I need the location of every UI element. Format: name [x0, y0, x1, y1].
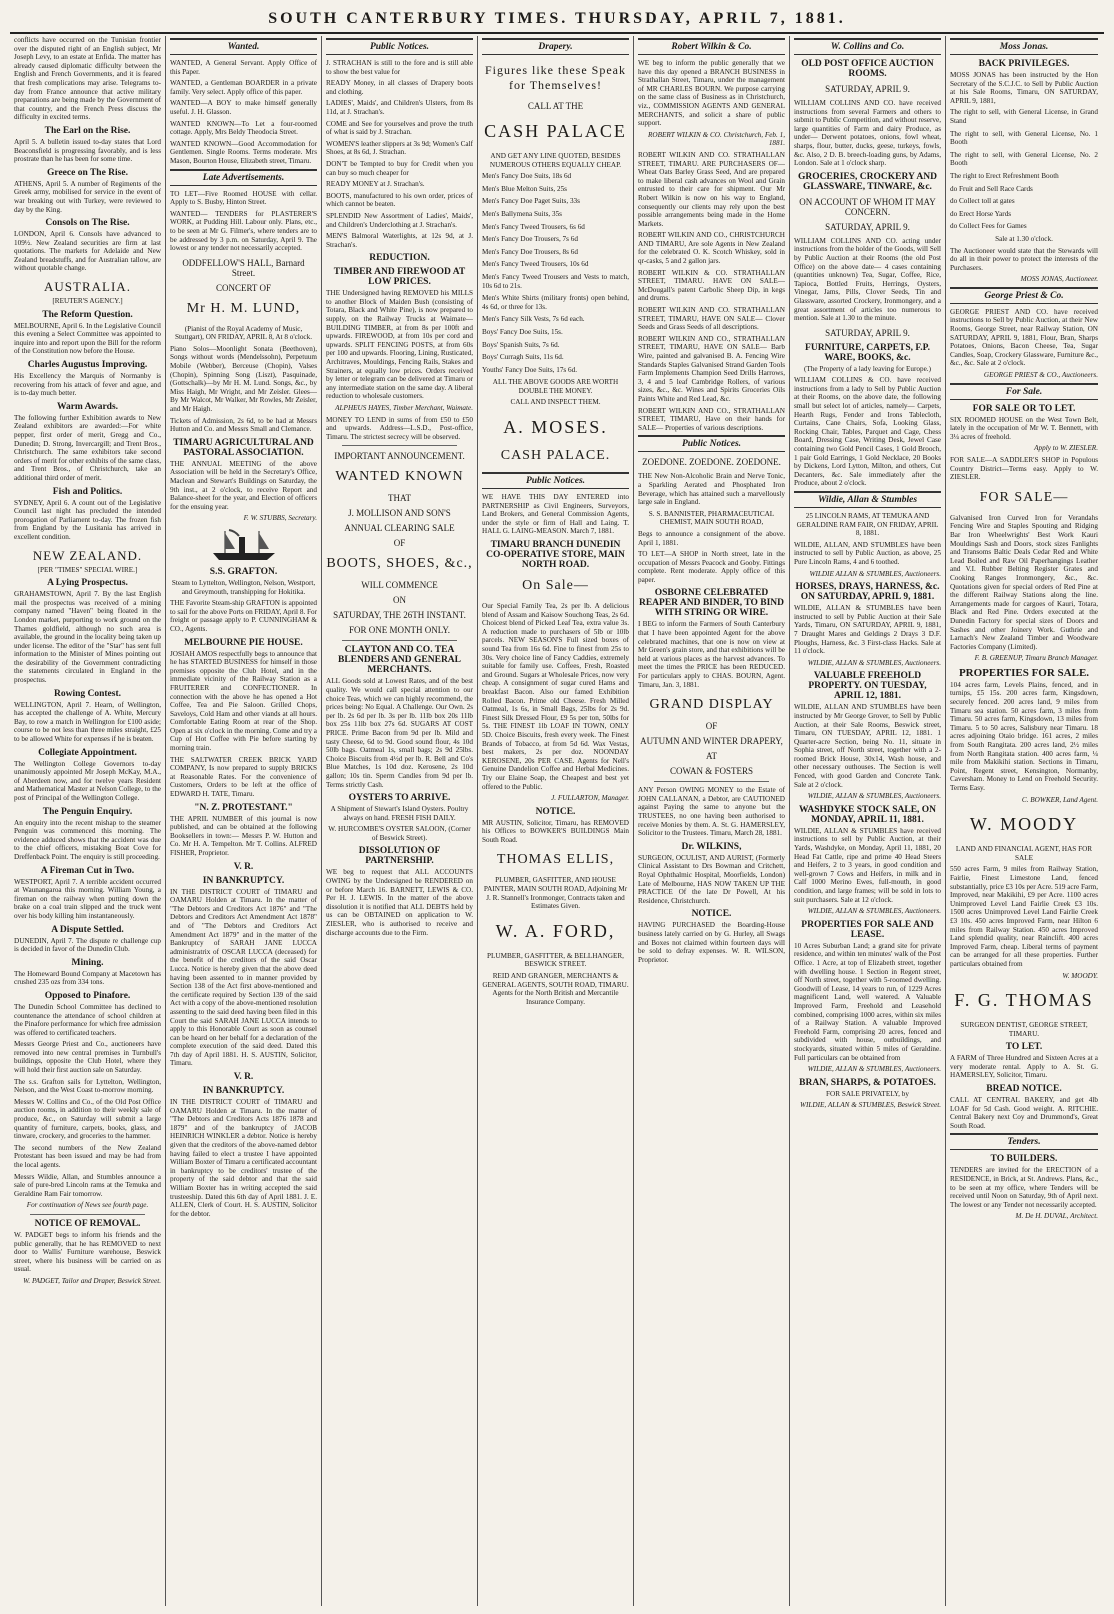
call-at: CALL AT THE [527, 101, 584, 111]
bankruptcy-heading-2: IN BANKRUPTCY. [202, 1086, 285, 1097]
wildie-freehold: WILDIE, ALLAN AND STUMBLES have been instructed by Mr George Grover, to Sell by Public Auction, at their Sale Rooms, Beswick street, Timaru, ON TUESDAY, APRIL 12, 1881. 1 Quarter-acre Section, being No. 11, situate in Sophia street, off North street, together with a 2-roomed Brick House, 30x14, Wash house, and other necessary outhouses. The Section is well Fenced, with good Garden and Concrete Tank. Sale at 2 o'clock. [794, 703, 941, 789]
column-6 [790, 36, 946, 1606]
list-item: do Fruit and Sell Race Cards [950, 184, 1033, 193]
bread-heading: BREAD NOTICE. [986, 1084, 1062, 1095]
ford-body: PLUMBER, GASFITTER, & BELLHANGER, BESWICK STREET. [487, 951, 624, 969]
grafton-heading: S.S. GRAFTON. [209, 566, 278, 577]
lady-property: (The Property of a lady leaving for Europe.) [804, 364, 931, 373]
for-sale-or-let: FOR SALE OR TO LET. [972, 403, 1076, 414]
agri-body: THE ANNUAL MEETING of the above Association will be held in the Secretary's Office, Maclean and Stewart's Buildings on Saturday, the 9th inst., at 2 o'clock, to receive Report and Balance-sheet for the year, and Election of officers for the ensuing year. [170, 459, 317, 511]
moss-signature: MOSS JONAS, Auctioneer. [1020, 275, 1098, 284]
list-item: Men's Ballymena Suits, 35s [482, 209, 562, 218]
agri-heading: TIMARU AGRICULTURAL AND PASTORAL ASSOCIATION. [173, 437, 314, 458]
local-2: The s.s. Grafton sails for Lyttelton, Wellington, Nelson, and the West Coast to-morrow morning. [14, 1077, 161, 1095]
priest-signature: GEORGE PRIEST & CO., Auctioneers. [983, 371, 1098, 380]
properties-body: 104 acres farm, Levels Plains, fenced, and in turnips, £5 15s. 200 acres farm, Kingsdown, securely fenced. 200 acres land, 9 miles from Timaru sea station. 50 acres farm, 3 miles from Timaru. 50 acres farm, Kingsdown, 13 miles from Timaru. 5 to 50 acres, Salisbury near Timaru. 18 acres adjoining Otaio bridge. 161 acres, 2 miles from South Rangitata. 200 acres land, 2½ miles from North Rangitata station. 400 acres farm, ¼ mile from Makikihi station. Sections in Timaru, Point, Regent street, Kensington, Normanby, Caversham. Money to Lend on Freehold Security. Terms Easy. [950, 680, 1098, 792]
list-item: do Collect Fees for Games [950, 222, 1027, 231]
saddler-shop: FOR SALE—A SADDLER'S SHOP in Populous Country District—Terms easy. Apply to W. ZIESLER. [950, 456, 1098, 482]
private-sale-signature: WILDIE, ALLAN & STUMBLES, Beswick Street. [800, 1101, 941, 1110]
boots-shoes: BOOTS, SHOES, &c., [326, 556, 473, 572]
concert-details: (Pianist of the Royal Academy of Music, Stuttgart), ON FRIDAY, APRIL 8, At 8 o'clock. [175, 324, 312, 342]
article-reform: MELBOURNE, April 6. In the Legislative Council this evening a Select Committee was appointed to inquire into and report upon the Bill for the reform of the Constitution now before the House. [14, 321, 161, 356]
heading-pinafore: Opposed to Pinafore. [44, 990, 131, 1001]
column-4 [478, 36, 634, 1606]
section-late-ads: Late Advertisements. [170, 169, 317, 186]
bankruptcy-body-2: IN THE DISTRICT COURT of TIMARU and OAMARU Holden at Timaru. In the matter of "The Debtors and Creditors Acts 1876 1878 and 1879" and of the bankruptcy of JACOB HEINRICH WINKLER a debtor. Notice is hereby given that the creditors of the above-named debtor having failed to elect a trustee I have appointed William Boxter of Timaru a certificated accountant in bankruptcy to be creditors' trustee of the property of the said debtor and that the said William Boxter has in writing accepted the said trusteeship. Dated this 6th day of April 1881. J. E. ALLEN, Clerk of Court. H. S. AUSTIN, Solicitor for the debtor. [170, 1098, 318, 1218]
list-item: Men's White Shirts (military fronts) open behind, 4s 6d, or three for 13s. [482, 294, 629, 311]
section-priest: George Priest & Co. [950, 287, 1098, 304]
to-let-house: TO LET—Five Roomed HOUSE with cellar. Apply to S. Busby, Hinton Street. [170, 189, 317, 207]
wildie-horses: WILDIE, ALLAN & STUMBLES have been instructed to sell by Public Auction at their Sale Yards, Timaru, ON SATURDAY, APRIL 9, 1881, 7 Draught Mares and Geldings 2 Drays 3 D.F. Ploughs, Harness, &c. 3 First-class Hacks. Sale at 11 o'clock. [794, 604, 941, 656]
list-item: The right to sell, with General License, No. 2 Booth [950, 150, 1098, 168]
list-item: do Collect toll at gates [950, 197, 1015, 206]
austin-notice: MR AUSTIN, Solicitor, Timaru, has REMOVED his Offices to BOWKER'S BUILDINGS Main South Road. [482, 818, 629, 844]
osborne-heading: OSBORNE CELEBRATED REAPER AND BINDER, TO BIND WITH STRING OR WIRE. [638, 588, 785, 619]
heading-mining: Mining. [71, 957, 104, 968]
strachan-5: WOMEN'S leather slippers at 3s 9d; Women's Calf Shoes, at 8s 6d, J. Strachan. [326, 139, 474, 157]
back-privileges: BACK PRIVILEGES. [978, 59, 1070, 69]
wanted-3: WANTED—A BOY to make himself generally useful. J. H. Glasson. [170, 99, 317, 116]
moody-body: 550 acres Farm, 9 miles from Railway Station, Fairlie, Finest Limestone Land, fenced substantially, price £3 10s per Acre. 519 acre Farm, Improved, near Makikihi, £9 per Acre. 1100 acres Unimproved Level Land Fairlie Creek £3 10s. 1500 acres Unimproved Level Land Fairlie Creek £3 10s. 450 acres Improved Farm, near Hilton 6 miles from Railway Station. 450 acres Improved Land splendid quality, near Rainclift. 400 acres Improved Farm, cheap. Liberal terms of payment can be arranged for all these properties. Further particulars obtained from [950, 865, 1098, 968]
list-item: Men's Fancy Doe Trousers, 7s 6d [482, 235, 578, 244]
local-3: Messrs W. Collins and Co., of the Old Post Office auction rooms, in addition to their weekly sale of produce, &c., on Saturday will submit a large quantity of furniture, carpets, books, glass, and tinware, crockery, and groceries to the hammer. [14, 1097, 161, 1141]
properties-heading: PROPERTIES FOR SALE. [958, 666, 1090, 679]
moody-name: W. MOODY [969, 814, 1079, 835]
pie-house-heading: MELBOURNE PIE HOUSE. [184, 637, 303, 648]
masthead-title: SOUTH CANTERBURY TIMES. THURSDAY, APRIL 7, 1881. [268, 10, 846, 27]
grand-display: GRAND DISPLAY [649, 697, 774, 713]
divider [654, 781, 769, 782]
concert-programme: Piano Solos—Moonlight Sonata (Beethoven), Songs without words (Mendelssohn), Perpetuum Mobile (Webber), Berceuse (Chopin), Valses (Chopin), Spinning Song (Liszt), Pasquinade, (Gottschalk)—by Mr H. M. Lund. Songs, &c., by Miss Haigh, Mr Wright, and Mr Zeisler. Glees—By Mr Walcot, Mr Walker, Mr Rowles, Mr Zeisler, and Mr Haigh. [170, 344, 317, 414]
strachan-10: MEN'S Balmoral Waterlights, at 12s 9d, at J. Strachan's. [326, 232, 473, 249]
heading-new-zealand: NEW ZEALAND. [32, 547, 143, 563]
section-for-sale: For Sale. [950, 383, 1098, 400]
continuation-note: For continuation of News see fourth page. [26, 1201, 149, 1210]
article-mining: The Homeward Bound Company at Macetown has crushed 235 ozs from 334 tons. [14, 969, 161, 987]
wildie-rams-signature: WILDIE ALLAN & STUMBLES, Auctioneers. [809, 569, 941, 578]
wanted-1: WANTED, A General Servant. Apply Office of this Paper. [170, 59, 317, 76]
list-item: Men's Fancy Silk Vests, 7s 6d each. [482, 315, 585, 324]
heading-rowing: Rowing Contest. [53, 688, 122, 699]
sale-date-3: SATURDAY, APRIL 9. [825, 327, 910, 338]
wanted-5: WANTED KNOWN—Good Accommodation for Gentlemen. Single Rooms. Terms moderate. Mrs Mason, Bourton House, Elizabeth street, Timaru. [170, 139, 317, 165]
coop-heading: TIMARU BRANCH DUNEDIN CO-OPERATIVE STORE, MAIN NORTH ROAD. [486, 540, 625, 571]
list-item: Youths' Fancy Doe Suits, 17s 6d. [482, 365, 578, 374]
wilkin-branch: WE beg to inform the public generally that we have this day opened a BRANCH BUSINESS in Strathallan Street, Timaru, under the management of MR CHARLES BOURN. We purpose carrying on the same class of Business as in Christchurch, viz., COMMISSION AGENTS AND GENERAL MERCHANTS, and solicit a share of public support. [638, 59, 785, 128]
bread-body: CALL AT CENTRAL BAKERY, and get 4lb LOAF for 5d Cash. Good weight. A. RITCHIE. Central Bakery next Coy and Drummond's, Great South Road. [950, 1096, 1098, 1130]
column-2 [166, 36, 322, 1606]
ellis-name: THOMAS ELLIS, [496, 852, 615, 868]
on-sale-title: On Sale— [522, 578, 589, 594]
properties-signature: C. BOWKER, Land Agent. [1021, 795, 1098, 804]
callanan-notice: ANY Person OWING MONEY to the Estate of JOHN CALLANAN, a Debtor, are CAUTIONED against Paying the same to anyone but the TRUSTEES, no one having been authorised to receive Monies by them. A. St. G. HAMERSLEY, Solicitor to the Trustees. Timaru, March 28, 1881. [638, 786, 785, 838]
strachan-1: J. STRACHAN is still to the fore and is still able to show the best value for [326, 59, 473, 76]
collins-groceries: WILLIAM COLLINS AND CO. acting under instructions from the holder of the Goods, will Sell by Public Auction at their Rooms (the old Post Office) on the above date— 4 cases containing (quantities unknown) Tea, Sugar, Coffee, Rice, Tapioca, Bottled Fruits, Herrings, Oysters, Vinegar, Jams, Pills, Clover Seeds, Tin and Glassware, assorted Crockery, Ironmongery, and a great assortment of articles too numerous to mention. Sale at 1.30 to the minute. [794, 236, 941, 323]
heading-fish: Fish and Politics. [52, 486, 123, 497]
section-drapery: Drapery. [482, 38, 629, 55]
list-item: The right to sell, with General License, No. 1 Booth [950, 129, 1098, 147]
article-dispute: DUNEDIN, April 7. The dispute re challenge cup is decided in favor of the Dunedin Club. [14, 936, 161, 954]
moody-signature: W. MOODY. [1062, 971, 1098, 980]
section-wilkin: Robert Wilkin & Co. [638, 38, 785, 55]
figures-headline: Figures like these Speak for Themselves! [485, 63, 626, 92]
notice-heading: NOTICE. [535, 806, 576, 817]
wilkin-properties: ROBERT WILKIN AND CO., STRATHALLAN STREET, TIMARU, Have on their hands for SALE— Properties of various descriptions. [638, 406, 785, 432]
hall-laing-notice: WE HAVE THIS DAY ENTERED into PARTNERSHIP as Civil Engineers, Surveyors, Land Brokers, and General Commission Agents, under the style or firm of Hall and Laing. T. HALL G. LAING-MEASON. March 7, 1881. [482, 493, 629, 536]
cash-palace-title: CASH PALACE [484, 121, 627, 141]
sale-date: SATURDAY, THE 26TH INSTANT. [333, 610, 466, 621]
freehold-heading: VALUABLE FREEHOLD PROPERTY. ON TUESDAY, APRIL 12, 1881. [808, 671, 927, 702]
heading-lying: A Lying Prospectus. [47, 578, 128, 589]
wildie-properties: 10 Acres Suburban Land; a grand site for private residence, and within ten minutes' walk of the Post Office. 1 Acre, at top of Elizabeth street, together with dwelling house. 1 Section in Regent street, off North street, together with 5-roomed dwelling. Goodwill of Lease, 14 years to run, of 1229 Acres magnificent Land, well watered. A Valuable Improved Farm, Freehold and Leasehold combined, comprising 1000 acres, within six miles of a Railway Station. A valuable Improved Freehold Farm, comprising 20 acres, fenced and subdivided with house, outbuildings, and stockyards, situated within 5 miles of Geraldine. Full particulars can be obtained from [794, 941, 941, 1062]
protestant-heading: "N. Z. PROTESTANT." [194, 802, 293, 813]
section-tenders: Tenders. [950, 1133, 1098, 1150]
clayton-body: ALL Goods sold at Lowest Rates, and of the best quality. We would call special attention to our choice Teas, which we can highly recommend, the prices being: No Equal. A Challenge. Our Own. 2s per lb. 2s 6d per lb. 3s per lb. 11lb box 20s 11lb box 25s 11lb box 27s 6d. SUGARS AT COST PRICE. Prime Bacon from 9d per lb. Mild and tasty Cheese, 6d to 9d. Good sound flour, 4s 10d 50lb bags. Oatmeal 1s, small bags; 2s 9d 25lbs. Choice Biscuits from 4½d per lb. R. Bell and Co's Blue Matches, 1s 10d doz. Kerosene, 2s 10d gallon; 10s tin. Sperm Candles from 9d per lb. Terms strictly Cash. [326, 677, 473, 789]
list-item: The right to sell, with General License, in Grand Stand [950, 108, 1098, 125]
protestant-body: THE APRIL NUMBER of this journal is now published, and can be obtained at the following Booksellers in town:— Messrs P. W. Hutton and Co. Mr H. A. Tempelton. Mr T. Collins. ALFRED FISHER, Proprietor. [170, 814, 317, 857]
furniture-heading: FURNITURE, CARPETS, F.P. WARE, BOOKS, &c. [805, 342, 930, 363]
divider [342, 640, 457, 641]
annual-sale: ANNUAL CLEARING SALE [344, 523, 455, 534]
six-roomed-house: SIX ROOMED HOUSE on the West Town Belt, lately in the occupation of Mr W. T. Bennett, with 3¼ acres of freehold. [950, 415, 1098, 441]
price-list [482, 172, 629, 374]
oysters-heading: OYSTERS TO ARRIVE. [348, 793, 451, 804]
privileges-list [950, 108, 1098, 231]
tenders-plasterer: WANTED— TENDERS for PLASTERER'S WORK, at Pudding Hill. Labour only. Plans, etc., to be seen at Mr G. Filmer's, where tenders are to be addressed by 3 p.m. on Saturday, April 9. The lowest or any tender not necessarily accepted. [170, 209, 317, 253]
builders-heading: TO BUILDERS. [990, 1154, 1058, 1165]
strachan-7: READY MONEY at J. Strachan's. [326, 180, 425, 189]
wildie-washdyke: WILDIE, ALLAN & STUMBLES have received instructions to sell by Public Auction, at their Yards, Washdyke, on Monday, April 11, 1881, 20 Head Fat Cattle, ripe and prime 40 Head Steers and Heifers, 2 to 3 years, in good condition and well-grown 7 Cows and Heifers, in milk and in Calf 1000 Merino Ewes, full-mouth, in good condition, and large frames; will be sold in lots to suit purchasers. Sale at 12 o'clock. [794, 826, 941, 904]
concert-label: CONCERT OF [215, 282, 272, 293]
of-label: OF [705, 721, 718, 732]
article-warm: The following further Exhibition awards to New Zealand exhibitors are awarded:—For white pepper, first order of merit, Gregg and Co., Dunedin; D. Strong, Invercargill; and Trent Bros., Christchurch. The same exhibitors take second orders of merit for other exhibits of the same class, and Trent Bros., of Christchurch, take an additional third order of merit. [14, 413, 161, 482]
oysters-signature: W. HURCOMBE'S OYSTER SALOON, (Corner of Beswick Street). [328, 825, 471, 842]
strachan-2: READY Money, in all classes of Drapery boots and clothing. [326, 79, 473, 96]
private-sale: FOR SALE PRIVATELY, by [826, 1089, 909, 1098]
column-3 [322, 36, 478, 1606]
thomas-name: F. G. THOMAS [954, 990, 1094, 1011]
one-month: FOR ONE MONTH ONLY. [349, 625, 450, 636]
priest-body: GEORGE PRIEST AND CO. have received instructions to Sell by Public Auction, at their New Rooms, George Street, near Railway Station, ON SATURDAY, APRIL 9, 1881, Flour, Bran, Sharps Potatoes, Onions, Bacon Cheese, Tea, Sugar Candles, Soap, Crockery Glassware, Furniture &c., &c., &c. Sale at 2 o'clock. [950, 307, 1098, 368]
ellis-body: PLUMBER, GASFITTER, AND HOUSE PAINTER, MAIN SOUTH ROAD, Adjoining Mr J. R. Stannell's Ironmonger, Contracts taken and Estimates Given. [483, 876, 628, 911]
to-let-heading: TO LET. [1005, 1042, 1043, 1053]
wildie-horses-signature: WILDIE, ALLAN & STUMBLES, Auctioneers. [807, 658, 941, 667]
bankruptcy-heading-1: IN BANKRUPTCY. [202, 875, 285, 886]
section-public-notices: Public Notices. [326, 38, 473, 55]
heading-dispute: A Dispute Settled. [51, 924, 124, 935]
concert-tickets: Tickets of Admission, 2s 6d, to be had at Messrs Hutton and Co. and Messrs Small and Clemance. [170, 416, 317, 434]
tenders-signature: M. De H. DUVAL, Architect. [1015, 1212, 1098, 1221]
dissolution-body: WE beg to request that ALL ACCOUNTS OWING by the Undersigned be RENDERED on or before March 16. BARNETT, LEWIS & CO. Per H. J. LEWIS. In the matter of the above dissolution it is notified that ALL DEBTS held by us can be OBTAINED on application to W. ZIESLER, who is authorised to receive and discharge accounts due to the Firm. [326, 868, 473, 937]
notice-heading-2: NOTICE. [691, 909, 732, 920]
heading-collegiate: Collegiate Appointment. [38, 747, 137, 758]
list-item: Boys' Spanish Suits, 7s 6d. [482, 340, 560, 349]
heading-australia: AUSTRALIA. [44, 279, 131, 295]
local-5: Messrs Wildie, Allan, and Stumbles announce a sale of pure-bred Lincoln rams at the Temuka and Geraldine Ram Fair tomorrow. [14, 1172, 161, 1198]
column-7 [946, 36, 1102, 1606]
cowan-fosters: COWAN & FOSTERS [669, 766, 753, 777]
six-roomed-signature: Apply to W. ZIESLER. [1034, 444, 1098, 453]
moss-time: Sale at 1.30 o'clock. [995, 234, 1053, 243]
wilkin-sheep-dip: ROBERT WILKIN & CO. STRATHALLAN STREET, TIMARU. HAVE ON SALE— McDougall's patent Carbolic Sheep Dip, in kegs and drums. [638, 268, 785, 303]
list-item: Men's Fancy Tweed Trousers, 10s 6d [482, 260, 589, 269]
brick-yard: THE SALTWATER CREEK BRICK YARD COMPANY, Is now prepared to supply BRICKS at Reasonable Rates. For the convenience of Customers, Orders to be left at the office of EDWARD H. TATE, Timaru. [170, 755, 317, 799]
vr-crest: V. R. [233, 861, 254, 872]
grafton-route: Steam to Lyttelton, Wellington, Nelson, Westport, and Greymouth, transhipping for Hokitika. [171, 578, 316, 596]
wildie-properties-signature: WILDIE, ALLAN & STUMBLES, Auctioneers. [807, 1065, 941, 1074]
wildie-washdyke-signature: WILDIE, ALLAN & STUMBLES, Auctioneers. [807, 907, 941, 916]
old-post-office: OLD POST OFFICE AUCTION ROOMS. [801, 59, 934, 79]
line-quoted: AND GET ANY LINE QUOTED, BESIDES NUMEROUS OTHERS EQUALLY CHEAP. [489, 152, 622, 169]
will-commence: WILL COMMENCE [361, 580, 438, 591]
list-item: Boys' Fancy Doe Suits, 15s. [482, 327, 563, 336]
goods-list: Galvanised Iron Curved Iron for Verandahs Fencing Wire and Staples Spouting and Ridging Bar Iron Wheelwrights' Best Work Kauri Mouldings Sash and Doors, stock sizes Fanlights and Transoms Baltic Deals Cedar Red and White Lead Boiled and Raw Oil Paperhangings Leather and V.I. Rubber Belting Register Grates and Cooking Ranges Ironmongery, &c., &c. Quotations given for special orders of Red Pine at the different Railway Stations along the line. Arrangements made for cargoes of Kauri, Totara, Black and Red Pine. Orders executed at the Dunedin Factory for special sizes of Doors and Sashes and other Joinery Work. Guthrie and Larnach's New Zealand Timber and Woodware Factories Company (Limited). [950, 513, 1098, 651]
heading-greece: Greece on The Rise. [47, 167, 128, 178]
lincoln-rams: 25 LINCOLN RAMS, AT TEMUKA AND GERALDINE RAM FAIR, ON FRIDAY, APRIL 8, 1881. [796, 512, 939, 538]
masthead [10, 6, 1104, 34]
strachan-4: COME and See for yourselves and prove the truth of what is said by J. Strachan. [326, 119, 473, 137]
properties-lease-heading: PROPERTIES FOR SALE AND LEASE. [801, 919, 934, 940]
mollison-name: J. MOLLISON AND SON'S [348, 508, 451, 519]
heading-penguin: The Penguin Enquiry. [42, 806, 133, 817]
inspect-them: CALL AND INSPECT THEM. [510, 398, 601, 407]
heading-earl: The Earl on the Rise. [44, 125, 131, 136]
list-item: Men's Fancy Doe Trousers, 8s 6d [482, 247, 578, 256]
at-label: AT [706, 751, 717, 762]
wilkins-body: SURGEON, OCULIST, AND AURIST, (Formerly Clinical Assistant to Drs Bowman and Critchett, Royal Ophthalmic Hospital, Moorfields, London) Late of Melbourne, HAS NOW TAKEN UP THE PRACTICE Of the late Dr Powell, At his Residence, Christchurch. [638, 853, 785, 905]
columns [10, 36, 1104, 1606]
farm-to-let: A FARM of Three Hundred and Sixteen Acres at a very moderate rental. Apply to A. St. G. HAMERSLEY, Solicitor, Timaru. [950, 1054, 1098, 1080]
strachan-6: DON'T be Tempted to buy for Credit when you can buy so much cheaper for [326, 159, 473, 177]
moody-subtitle: LAND AND FINANCIAL AGENT, HAS FOR SALE [955, 845, 1093, 862]
wilkin-purchasers: ROBERT WILKIN AND CO. STRATHALLAN STREET, TIMARU. ARE PURCHASERS OF— Wheat Oats Barley Grass Seed, And are prepared to make liberal cash advances on Wool and Grain entrusted to their care for shipment. Our Mr Robert Wilkin is now on his way to England, consequently our clients may rely upon the best possible arrangements being made in the Home Markets. [638, 150, 785, 228]
list-item: Men's Blue Melton Suits, 25s [482, 184, 567, 193]
zoedone-title: ZOEDONE. ZOEDONE. ZOEDONE. [642, 457, 781, 468]
article-greece: ATHENS, April 5. A number of Regiments of the Greek army, mobilised for service in the event of war breaking out with Turkey, were reviewed to day by the King. [14, 179, 161, 214]
timber-body: THE Undersigned having REMOVED his MILLS to another Block of Maiden Bush (consisting of Totara, Black and White Pine), is now prepared to supply, on the Railway Trucks at Waimate— BUILDING TIMBER, at from 8s per 100ft and upwards. FIREWOOD, at from 10s per cord and upwards. SPLIT FENCING POSTS, at from 60s per 100 and upwards. Flooring, Lining, Rusticated, Architraves, Mouldings, Fencing Rails, Stakes and Strainers, at equally low prices. Orders received by letter or telegram can be delivered at Timaru or any intermediate station on the same day. A liberal reduction to wholesale customers. [326, 289, 473, 401]
heading-reform: The Reform Question. [42, 309, 133, 320]
notice-removal: W. PADGET begs to inform his friends and the public generally, that he has REMOVED to next door to Wallis' Furniture warehouse, Beswick street, where his business will be carried on as usual. [14, 1230, 161, 1274]
heading-notice-removal: NOTICE OF REMOVAL. [34, 1218, 141, 1229]
concert-performer: Mr H. M. LUND, [186, 300, 301, 316]
column-1 [10, 36, 166, 1606]
wilson-notice: HAVING PURCHASED the Boarding-House business lately carried on by G. Hurley, all Swags and Boxes not claimed within fourteen days will be sold to defray expenses. W. R. WILSON, Proprietor. [638, 921, 785, 964]
wilkin-hardware: ROBERT WILKIN AND CO., STRATHALLAN STREET, TIMARU, HAVE ON SALE— Barb Wire, painted and galvanised B. A. Fencing Wire Standards Staples Galvanised Strand Garden Tools Farm Implements Champion Seed Drills Harrows, 3, 4 and 5 leaf Cambridge Rollers, of various sizes, &c., &c. Wines and Spirits Groceries Oils Paints White and Red Lead, &c. [638, 334, 785, 403]
oysters-body: A Shipment of Stewart's Island Oysters. Poultry always on hand. FRESH FISH DAILY. [330, 805, 469, 822]
heading-charles: Charles Augustus Improving. [27, 360, 148, 371]
pie-house-body: JOSIAH AMOS respectfully begs to announce that he has STARTED BUSINESS for himself in those premises opposite the Club Hotel, and in the immediate vicinity of the Railway Station as a FRUITERER and CONFECTIONER. In connection with the above he has opened a Hot Coffee, Tea and Pie Saloon. Grilled Chops, Saveloys, Cold Ham and other viands at all hours. Comfortable Eating Room at rear of the Shop. Open at six o'clock in the morning. Come and try a Cup of Hot Coffee with Pie before starting by morning train. [170, 649, 317, 753]
worth-double: ALL THE ABOVE GOODS ARE WORTH DOUBLE THE MONEY. [492, 378, 619, 395]
local-1: Messrs George Priest and Co., auctioneers have removed into new central premises in Turnbull's buildings, opposite the Club Hotel, where they will hold their first auction sale on Saturday. [14, 1040, 161, 1075]
moses-name: A. MOSES. [503, 417, 608, 438]
heading-consols: Consols on The Rise. [45, 218, 130, 229]
list-item: Men's Fancy Tweed Trousers and Vests to match, 10s 6d to 21s. [482, 272, 629, 290]
goods-signature: F. B. GREENUP, Timaru Branch Manager. [974, 654, 1098, 663]
bannister-body: Begs to announce a consignment of the above. April 1, 1881. [638, 529, 785, 547]
heading-warm: Warm Awards. [56, 401, 119, 412]
bankruptcy-body-1: IN THE DISTRICT COURT of TIMARU and OAMARU Holden at Timaru. In the matter of "The Debtors and Creditors Act 1876" and "The Debtors and Creditors Act Amendment Act 1878" and of "The Debtors and Creditors Act Amendment Act 1879" and in the matter of the Bankruptcy of SARAH JANE LUCCA administratrix of OSCAR LUCCA (deceased) for the benefit of the creditors of the said Oscar Lucca. Notice is hereby given that the above deed having been assented to in manner provided by Section 138 of the Act first above-mentioned and the certificate required by Section 139 of the said Act with a copy of the above-mentioned resolution assenting to the said deed having been filed in this Court the said SARAH JANE LUCCA intends to apply to this Honorable Court as soon as counsel can be heard on her behalf for a declaration of the complete execution of the said deed. Dated this 7th day of April 1881. H. S. AUSTIN, Solicitor, Timaru. [170, 887, 317, 1068]
wilkin-whiskey: ROBERT WILKIN AND CO., CHRISTCHURCH AND TIMARU, Are sole Agents in New Zealand for the celebrated O. K. Scotch Whiskey, sold in qr-casks, 5 and 2 gallon jars. [638, 231, 785, 266]
article-fish: SYDNEY, April 6. A count out of the Legislative Council last night has precluded the intended prorogation of Parliament to-day. The frozen fish from England by the Lusitania has arrived in excellent condition. [14, 498, 161, 541]
wilkins-heading: Dr. WILKINS, [681, 841, 742, 852]
sale-date-2: SATURDAY, APRIL 9. [825, 221, 910, 232]
section-public-notices-3: Public Notices. [638, 435, 785, 452]
section-wildie: Wildie, Allan & Stumbles [794, 491, 941, 508]
sale-date-1: SATURDAY, APRIL 9. [825, 84, 910, 94]
moss-note: The Auctioneer would state that the Stewards will do all in their power to protect the interests of the Purchasers. [950, 246, 1098, 272]
notice-removal-signature: W. PADGET, Tailor and Draper, Beswick Street. [23, 1276, 161, 1285]
coop-signature: J. FULLARTON, Manager. [551, 794, 629, 803]
heading-fireman: A Fireman Cut in Two. [40, 865, 135, 876]
article-collegiate: The Wellington College Governors to-day unanimously appointed Mr Joseph McKay, M.A., of Aberdeen now, and for twelve years Resident and Mathematical Master at Nelson College, to the post of Principal of the Wellington College. [14, 759, 161, 802]
strachan-3: LADIES', Maids', and Children's Ulsters, from 8s 11d, at J. Strachan's. [326, 99, 473, 116]
that-label: THAT [388, 493, 411, 504]
collins-furniture: WILLIAM COLLINS & CO. have received instructions from a lady to Sell by Public Auction at their Rooms, on the above date, the following small but select lot of articles, namely— Carpets, Hearth Rugs, Fender and Irons Tablecloth, Curtains, Cane Chairs, Sofa, Looking Glass, Rocking Chair, Tables, Parquet and Cage, Chess Board, Dressing Case, Writing Desk, Jewel Case containing two Gold Pencil Cases, 1 Gold Brooch, 1 pair Gold Earrings, 1 Gold Necklace, 20 Books by Dickens, Lord Lytton, Milton, and others, Cut Decanters, &c. Sale immediately after the Produce, about 2 o'clock. [794, 376, 941, 488]
horses-heading: HORSES, DRAYS, HARNESS, &c. ON SATURDAY, APRIL 9, 1881. [795, 582, 940, 603]
wanted-2: WANTED, a Gentleman BOARDER in a private family. Very select. Apply office of this paper. [170, 79, 317, 96]
article-pinafore: The Dunedin School Committee has declined to countenance the attendance of school children at the Pinafore performance for which free admission was offered to certificated teachers. [14, 1002, 161, 1037]
dissolution-heading: DISSOLUTION OF PARTNERSHIP. [358, 846, 441, 867]
wanted-4: WANTED KNOWN—To Let a four-roomed cottage. Apply, Mrs Beldy Theodocia Street. [170, 119, 317, 137]
zoedone-body: THE New Non-Alcoholic Brain and Nerve Tonic, a Sparkling Aerated and Phosphated Iron Beverage, which has attained such a marvellously large sale in England. [638, 472, 785, 507]
wanted-known-title: WANTED KNOWN [335, 469, 464, 485]
osborne-body: I BEG to inform the Farmers of South Canterbury that I have been appointed Agent for the above celebrated machines, that one is now on view at Mr Green's grain store, and that exhibitions will be held at various places as the harvest advances. To meet the times the PRICE has been REDUCED. For particulars apply to CHAS. BOURN, Agent. Timaru, Jan. 3, 1881. [638, 620, 785, 689]
divider [30, 1214, 145, 1215]
reduction-heading: REDUCTION. [369, 253, 430, 264]
section-moss-jonas: Moss Jonas. [950, 38, 1098, 55]
wildie-rams: WILDIE, ALLAN, AND STUMBLES have been instructed to sell by Public Auction, as above, 25 Pure Lincoln Rams, 4 and 6 toothed. [794, 540, 941, 566]
wire-line: [PER "TIMES" SPECIAL WIRE.] [37, 565, 138, 574]
article-consols: LONDON, April 6. Consols have advanced to 109½. New Zealand securities are firm at last quotations. The markets for Adelaide and New Zealand breadstuffs, and for Australian tallow, are without quotable change. [14, 230, 161, 273]
reuter-line: [REUTER'S AGENCY.] [52, 297, 123, 306]
article-charles: His Excellency the Marquis of Normanby is recovering from his attack of fever and ague, and is to-day much better. [14, 372, 161, 398]
section-wanted: Wanted. [170, 38, 317, 55]
ford-name: W. A. FORD, [495, 920, 616, 941]
vr-crest-2: V. R. [233, 1072, 254, 1083]
article-intro: conflicts have occurred on the Tunisian frontier over the disputed right of an English subject, Mr Joseph Levy, to an estate at Enfida. The matter has already caused diplomatic difficulty between the English and French Governments, and it is feared that fresh complications may arise. Telegrams to-day from France announce that active military preparations are being made by the Government of that country, and the French Press discuss the difficulty in excited terms. [14, 36, 161, 122]
local-4: The second numbers of the New Zealand Protestant has been issued and may be had from the local agents. [14, 1143, 161, 1169]
divider [342, 445, 457, 446]
shop-to-let: TO LET—A SHOP in North street, late in the occupation of Messrs Peacock and Gooby. Fittings complete. Rent moderate. Apply office of this paper. [638, 550, 785, 584]
reid-granger: REID AND GRANGER, MERCHANTS & GENERAL AGENTS, SOUTH ROAD, TIMARU. Agents for the North British and Mercantile Insurance Company. [482, 972, 629, 1006]
washdyke-heading: WASHDYKE STOCK SALE, ON MONDAY, APRIL 11, 1881. [798, 804, 937, 825]
tenders-body: TENDERS are invited for the ERECTION of a RESIDENCE, in Brick, at St. Andrews. Plans, &c., to be seen at my office, where Tenders will be received until Noon on Saturday, 9th of April next. The lowest or any Tender not necessarily accepted. [950, 1166, 1098, 1209]
collins-produce: WILLIAM COLLINS AND CO. have received instructions from several Farmers and others to submit to Public Competition, and without reserve, large quantities of Farm and dairy Produce, as under— Derwent potatoes, onions, fowl wheat, sharps, flour, butter, ducks, geese, turkeys, fowls, &c. Also, 2 D. B. breech-loading guns, by Adams, London. Sale at 1 o'clock sharp. [794, 99, 941, 168]
article-penguin: An enquiry into the recent mishap to the steamer Penguin was commenced this morning. The evidence adduced shows that the accident was due to the chief officers, mistaking Boat Cove for Dreffenback Point. The enquiry is still proceeding. [14, 818, 161, 861]
moss-body: MOSS JONAS has been instructed by the Hon Secretary of the S.C.J.C. to Sell by Public Auction at his Sale Rooms, Timaru, ON SATURDAY, APRIL 9, 1881, [950, 71, 1098, 105]
money-to-lend: MONEY TO LEND in sums of from £50 to £50 and upwards. Address—L.S.D., Post-office, Timaru. The strictest secrecy will be observed. [326, 415, 473, 441]
section-collins: W. Collins and Co. [794, 38, 941, 55]
wilkin-seeds: ROBERT WILKIN AND CO. STRATHALLAN STREET, TIMARU, HAVE ON SALE— Clover Seeds and Grass Seeds of all descriptions. [638, 306, 785, 332]
thomas-subtitle: SURGEON DENTIST, GEORGE STREET, TIMARU. [960, 1021, 1088, 1038]
wildie-freehold-signature: WILDIE, ALLAN & STUMBLES, Auctioneers. [807, 792, 941, 801]
on-label: ON [393, 595, 406, 606]
timber-heading: TIMBER AND FIREWOOD AT LOW PRICES. [333, 267, 466, 288]
wilkin-branch-signature: ROBERT WILKIN & CO. Christchurch, Feb. 1, 1881. [648, 130, 785, 148]
article-fireman: WESTPORT, April 7. A terrible accident occurred at Waunangaroa this morning. William Young, a fireman on the railway when putting down the brake on a coal train slipped and the truck went over his body killing him instantaneously. [14, 877, 161, 920]
list-item: Boys' Curragh Suits, 11s 6d. [482, 353, 564, 362]
clayton-heading: CLAYTON AND CO. TEA BLENDERS AND GENERAL MERCHANTS. [338, 645, 461, 676]
article-rowing: WELLINGTON, April 7. Hearn, of Wellington, has accepted the challenge of A. White, Mercury Bay, to row a match in Wellington for £100 aside; course to be not less than three miles straight, £25 to be allowed White for expenses if he is beaten. [14, 700, 161, 744]
for-sale-title: FOR SALE— [979, 489, 1069, 505]
steamship-icon [209, 527, 279, 563]
strachan-8: BOOTS, manufactured to his own order, prices of which cannot be beaten. [326, 191, 473, 209]
grafton-sailing: THE Favorite Steam-ship GRAFTON is appointed to sail for the above Ports on FRIDAY, April 8. For freight or passage apply to P. CUNNINGHAM & CO., Agents. [170, 599, 317, 633]
of-label: OF [393, 538, 406, 549]
coop-body: Our Special Family Tea, 2s per lb. A delicious blend of Assam and Kaisow Souchong Teas, 2s 6d. Choicest blend of Picked Leaf Tea, extra value 3s. A reduction made to purchasers of 5lb or 10lb parcels. NEW SEASON'S Full sized boxes of sound Tea from 16s 6d. Fine to finest from 25s to 30s. Very choice line of Fancy Caddies, extremely suitable for family use. Coffees, Fresh, Roasted and Ground. Sugars at Wholesale Prices, now very cheap. A consignment of sugar cured Hams and breakfast Bacon. Also our famed Exhibition Rolled Bacon. Prime old Cheese. Fresh Milled Oatmeal, 1s 6s, in Small Bags, 25lbs for 2s 9d. Finest Silk Dressed Flour, £9 5s per ton, 50lbs for 5s. THE FINEST 1lb LOAF IN TOWN, ONLY 5D. Choice Biscuits, fresh every week. The Finest Brands of Tobacco, at from 5d 6d. Wax Vestas, best makers, 2s per doz. NOONDAY KEROSENE, 20s PER CASE. Agents for Nell's Genuine Dandelion Coffee and Herbal Medicines. Try our Elaine Soap, the Cheapest and best yet offered to the Public. [482, 602, 629, 791]
bannister-heading: S. S. BANNISTER, PHARMACEUTICAL CHEMIST, MAIN SOUTH ROAD, [648, 509, 775, 527]
section-public-notices-2: Public Notices. [482, 472, 629, 489]
list-item: Men's Fancy Tweed Trousers, 6s 6d [482, 222, 585, 231]
whom-it-may-concern: ON ACCOUNT OF WHOM IT MAY CONCERN. [799, 196, 936, 217]
list-item: Men's Fancy Doe Paget Suits, 33s [482, 197, 580, 206]
oddfellows-hall: ODDFELLOW'S HALL, Barnard Street. [182, 257, 305, 278]
important-announcement: IMPORTANT ANNOUNCEMENT. [334, 451, 465, 462]
bran-heading: BRAN, SHARPS, & POTATOES. [799, 1077, 936, 1088]
column-5 [634, 36, 790, 1606]
autumn-winter: AUTUMN AND WINTER DRAPERY, [640, 736, 783, 747]
strachan-9: SPLENDID New Assortment of Ladies', Maids', and Children's Underclothing at J. Strachan's. [326, 211, 473, 229]
timber-signature: ALPHEUS HAYES, Timber Merchant, Waimate. [335, 404, 473, 412]
groceries-heading: GROCERIES, CROCKERY AND GLASSWARE, TINWARE, &c. [798, 171, 937, 192]
list-item: do Erect Horse Yards [950, 209, 1012, 218]
list-item: The right to Erect Refreshment Booth [950, 171, 1059, 180]
article-earl: April 5. A bulletin issued to-day states that Lord Beaconsfield is progressing favorably, and is less prostrate than he has been for some time. [14, 137, 161, 164]
article-lying: GRAHAMSTOWN, April 7. By the last English mail the prospectus was received of a mining company named "Haven" being floated in the London market, purporting to work ground on the Thames goldfield, although no such area is available, the ground in the locality being taken up under license. The editor of the "Star" has sent full information to the Minister of Mines pointing out the desirability of the Government contradicting the statements circulated in England in the prospectus. [14, 590, 161, 685]
list-item: Men's Fancy Doe Suits, 18s 6d [482, 172, 572, 181]
agri-signature: F. W. STUBBS, Secretary. [243, 514, 317, 523]
cash-palace-footer: CASH PALACE. [500, 448, 611, 464]
